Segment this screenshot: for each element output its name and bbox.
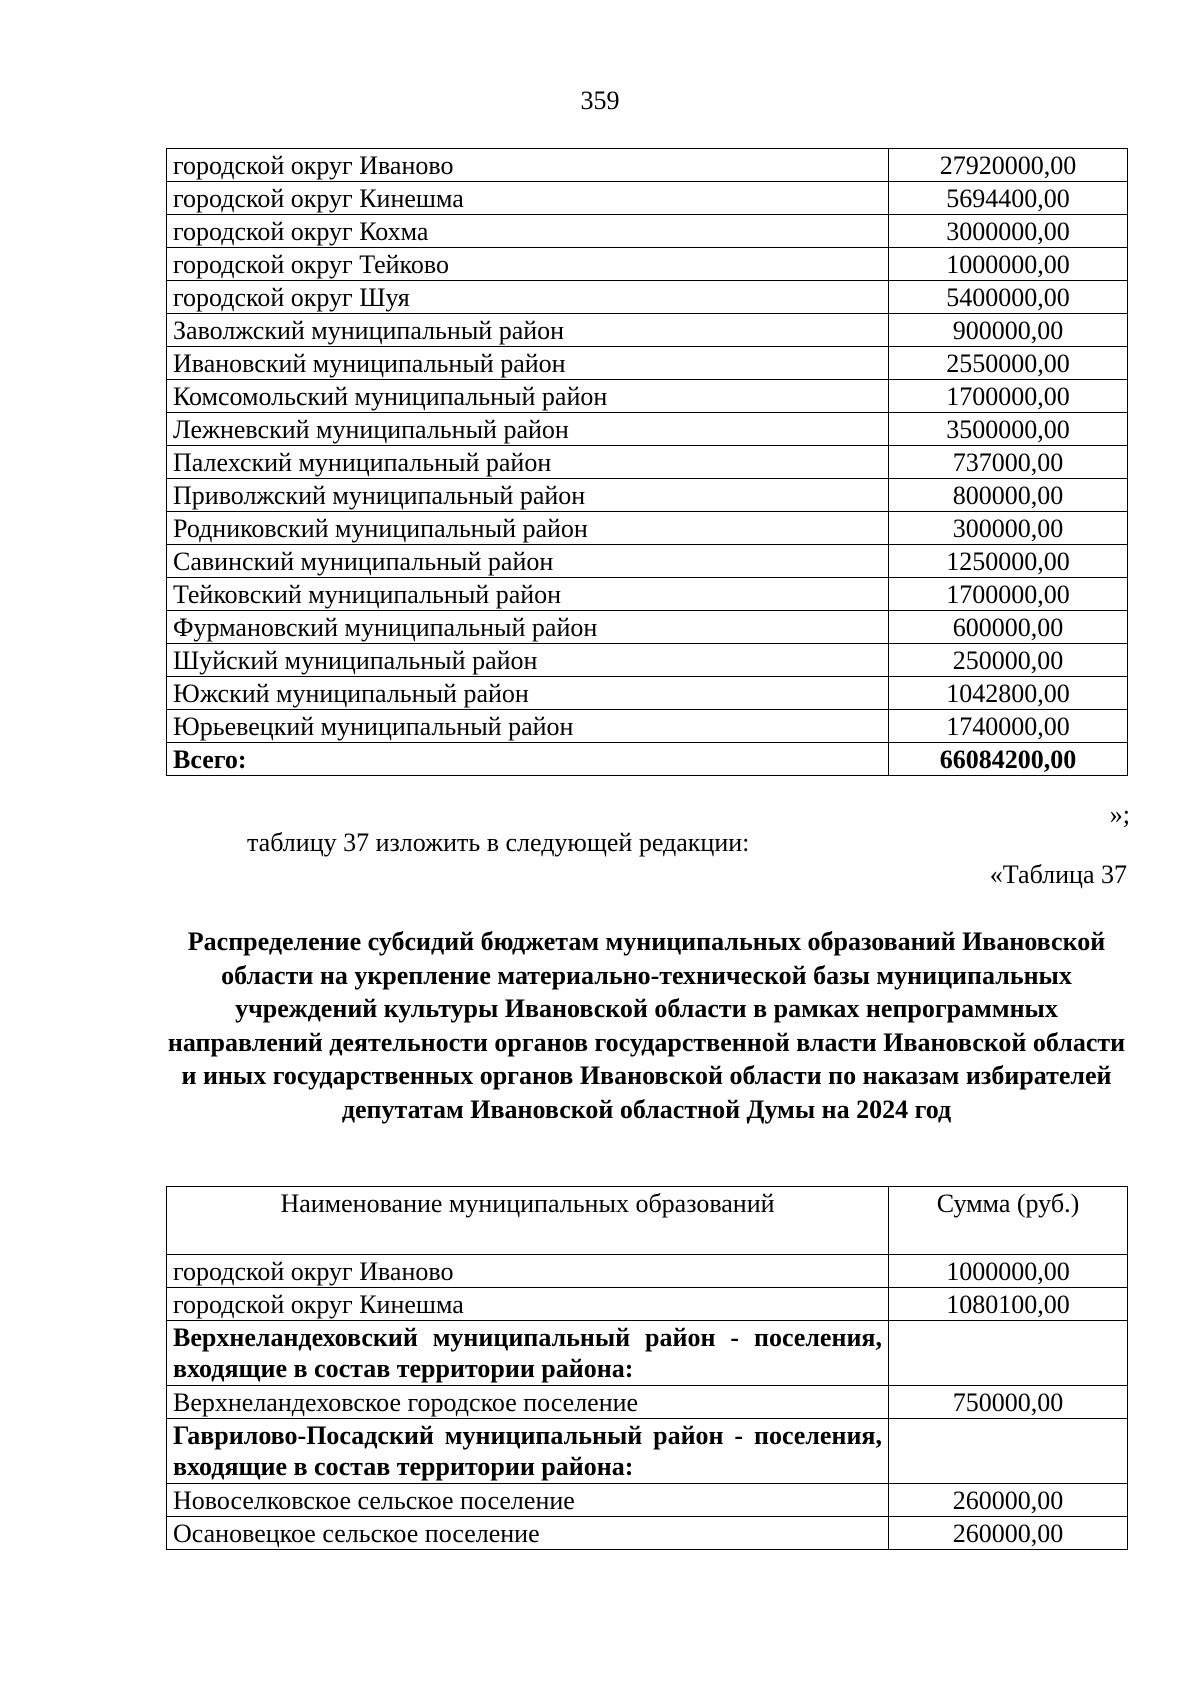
municipality-name: Ивановский муниципальный район bbox=[167, 347, 889, 380]
amount-cell: 27920000,00 bbox=[889, 149, 1128, 182]
column-header-name: Наименование муниципальных образований bbox=[167, 1187, 889, 1255]
municipality-name: городской округ Иваново bbox=[167, 1255, 889, 1288]
amount-cell: 1080100,00 bbox=[889, 1288, 1128, 1321]
municipality-name: Южский муниципальный район bbox=[167, 677, 889, 710]
amount-cell: 600000,00 bbox=[889, 611, 1128, 644]
amount-cell: 900000,00 bbox=[889, 314, 1128, 347]
table-row bbox=[167, 710, 1128, 743]
amount-cell: 1250000,00 bbox=[889, 545, 1128, 578]
amount-cell: 1700000,00 bbox=[889, 578, 1128, 611]
municipality-name: Палехский муниципальный район bbox=[167, 446, 889, 479]
amount-cell: 1740000,00 bbox=[889, 710, 1128, 743]
page-number: 359 bbox=[580, 86, 620, 115]
district-group-name: Верхнеландеховский муниципальный район - поселения, входящие в состав территории района: bbox=[167, 1321, 889, 1386]
group-row bbox=[167, 1321, 1128, 1386]
municipality-name: городской округ Шуя bbox=[167, 281, 889, 314]
table-row bbox=[167, 248, 1128, 281]
municipality-name: Новоселковское сельское поселение bbox=[167, 1484, 889, 1517]
amount-cell: 260000,00 bbox=[889, 1484, 1128, 1517]
table-row bbox=[167, 215, 1128, 248]
table-row bbox=[167, 380, 1128, 413]
municipality-name: Тейковский муниципальный район bbox=[167, 578, 889, 611]
table-title: Распределение субсидий бюджетам муниципальных образований Ивановской области на укрепление материально-технической базы муниципальных учреждений культуры Ивановской области в рамках непрограммных направлений деятельности органов государственной власти Ивановской области и иных государственных органов Ивановской области по наказам избирателей депутатам Ивановской областной Думы на 2024 год bbox=[167, 927, 1126, 1124]
amount-cell: 5400000,00 bbox=[889, 281, 1128, 314]
table-row bbox=[167, 479, 1128, 512]
total-amount: 66084200,00 bbox=[889, 743, 1128, 776]
municipality-name: Юрьевецкий муниципальный район bbox=[167, 710, 889, 743]
amount-cell: 2550000,00 bbox=[889, 347, 1128, 380]
amount-cell: 1000000,00 bbox=[889, 1255, 1128, 1288]
amount-cell: 1042800,00 bbox=[889, 677, 1128, 710]
amount-cell: 250000,00 bbox=[889, 644, 1128, 677]
table-row bbox=[167, 149, 1128, 182]
closing-quote: »; bbox=[1109, 800, 1130, 829]
municipality-name: Шуйский муниципальный район bbox=[167, 644, 889, 677]
column-header-amount: Сумма (руб.) bbox=[889, 1187, 1128, 1255]
municipality-name: городской округ Тейково bbox=[167, 248, 889, 281]
table-header-row bbox=[167, 1187, 1128, 1255]
municipality-name: Савинский муниципальный район bbox=[167, 545, 889, 578]
amount-cell: 1700000,00 bbox=[889, 380, 1128, 413]
table-row bbox=[167, 611, 1128, 644]
table-row bbox=[167, 1288, 1128, 1321]
municipality-name: городской округ Иваново bbox=[167, 149, 889, 182]
municipality-name: Заволжский муниципальный район bbox=[167, 314, 889, 347]
table-row bbox=[167, 413, 1128, 446]
municipality-name: Комсомольский муниципальный район bbox=[167, 380, 889, 413]
amount-cell: 1000000,00 bbox=[889, 248, 1128, 281]
amount-cell: 3000000,00 bbox=[889, 215, 1128, 248]
table-label: «Таблица 37 bbox=[989, 860, 1127, 889]
table-row bbox=[167, 347, 1128, 380]
table-row bbox=[167, 1386, 1128, 1419]
municipality-name: Верхнеландеховское городское поселение bbox=[167, 1386, 889, 1419]
amount-cell: 3500000,00 bbox=[889, 413, 1128, 446]
amount-cell: 300000,00 bbox=[889, 512, 1128, 545]
amount-cell: 260000,00 bbox=[889, 1517, 1128, 1550]
table-row bbox=[167, 578, 1128, 611]
table-row bbox=[167, 677, 1128, 710]
amount-cell: 737000,00 bbox=[889, 446, 1128, 479]
municipality-name: Осановецкое сельское поселение bbox=[167, 1517, 889, 1550]
municipality-name: Родниковский муниципальный район bbox=[167, 512, 889, 545]
table-row bbox=[167, 446, 1128, 479]
table-row bbox=[167, 1517, 1128, 1550]
amendment-instruction: таблицу 37 изложить в следующей редакции: bbox=[247, 828, 750, 857]
total-label: Всего: bbox=[167, 743, 889, 776]
municipality-name: Фурмановский муниципальный район bbox=[167, 611, 889, 644]
table-row bbox=[167, 644, 1128, 677]
municipality-name: городской округ Кохма bbox=[167, 215, 889, 248]
allocation-table-37 bbox=[166, 1186, 1128, 1550]
total-row bbox=[167, 743, 1128, 776]
table-row bbox=[167, 1484, 1128, 1517]
table-row bbox=[167, 281, 1128, 314]
municipality-name: городской округ Кинешма bbox=[167, 1288, 889, 1321]
group-row bbox=[167, 1419, 1128, 1484]
table-row bbox=[167, 1255, 1128, 1288]
amount-cell bbox=[889, 1419, 1128, 1484]
district-group-name: Гаврилово-Посадский муниципальный район - поселения, входящие в состав территории района: bbox=[167, 1419, 889, 1484]
table-row bbox=[167, 182, 1128, 215]
table-row bbox=[167, 314, 1128, 347]
amount-cell: 750000,00 bbox=[889, 1386, 1128, 1419]
allocation-table-continued bbox=[166, 148, 1128, 776]
table-row bbox=[167, 545, 1128, 578]
amount-cell bbox=[889, 1321, 1128, 1386]
municipality-name: Приволжский муниципальный район bbox=[167, 479, 889, 512]
municipality-name: Лежневский муниципальный район bbox=[167, 413, 889, 446]
amount-cell: 5694400,00 bbox=[889, 182, 1128, 215]
amount-cell: 800000,00 bbox=[889, 479, 1128, 512]
table-row bbox=[167, 512, 1128, 545]
municipality-name: городской округ Кинешма bbox=[167, 182, 889, 215]
